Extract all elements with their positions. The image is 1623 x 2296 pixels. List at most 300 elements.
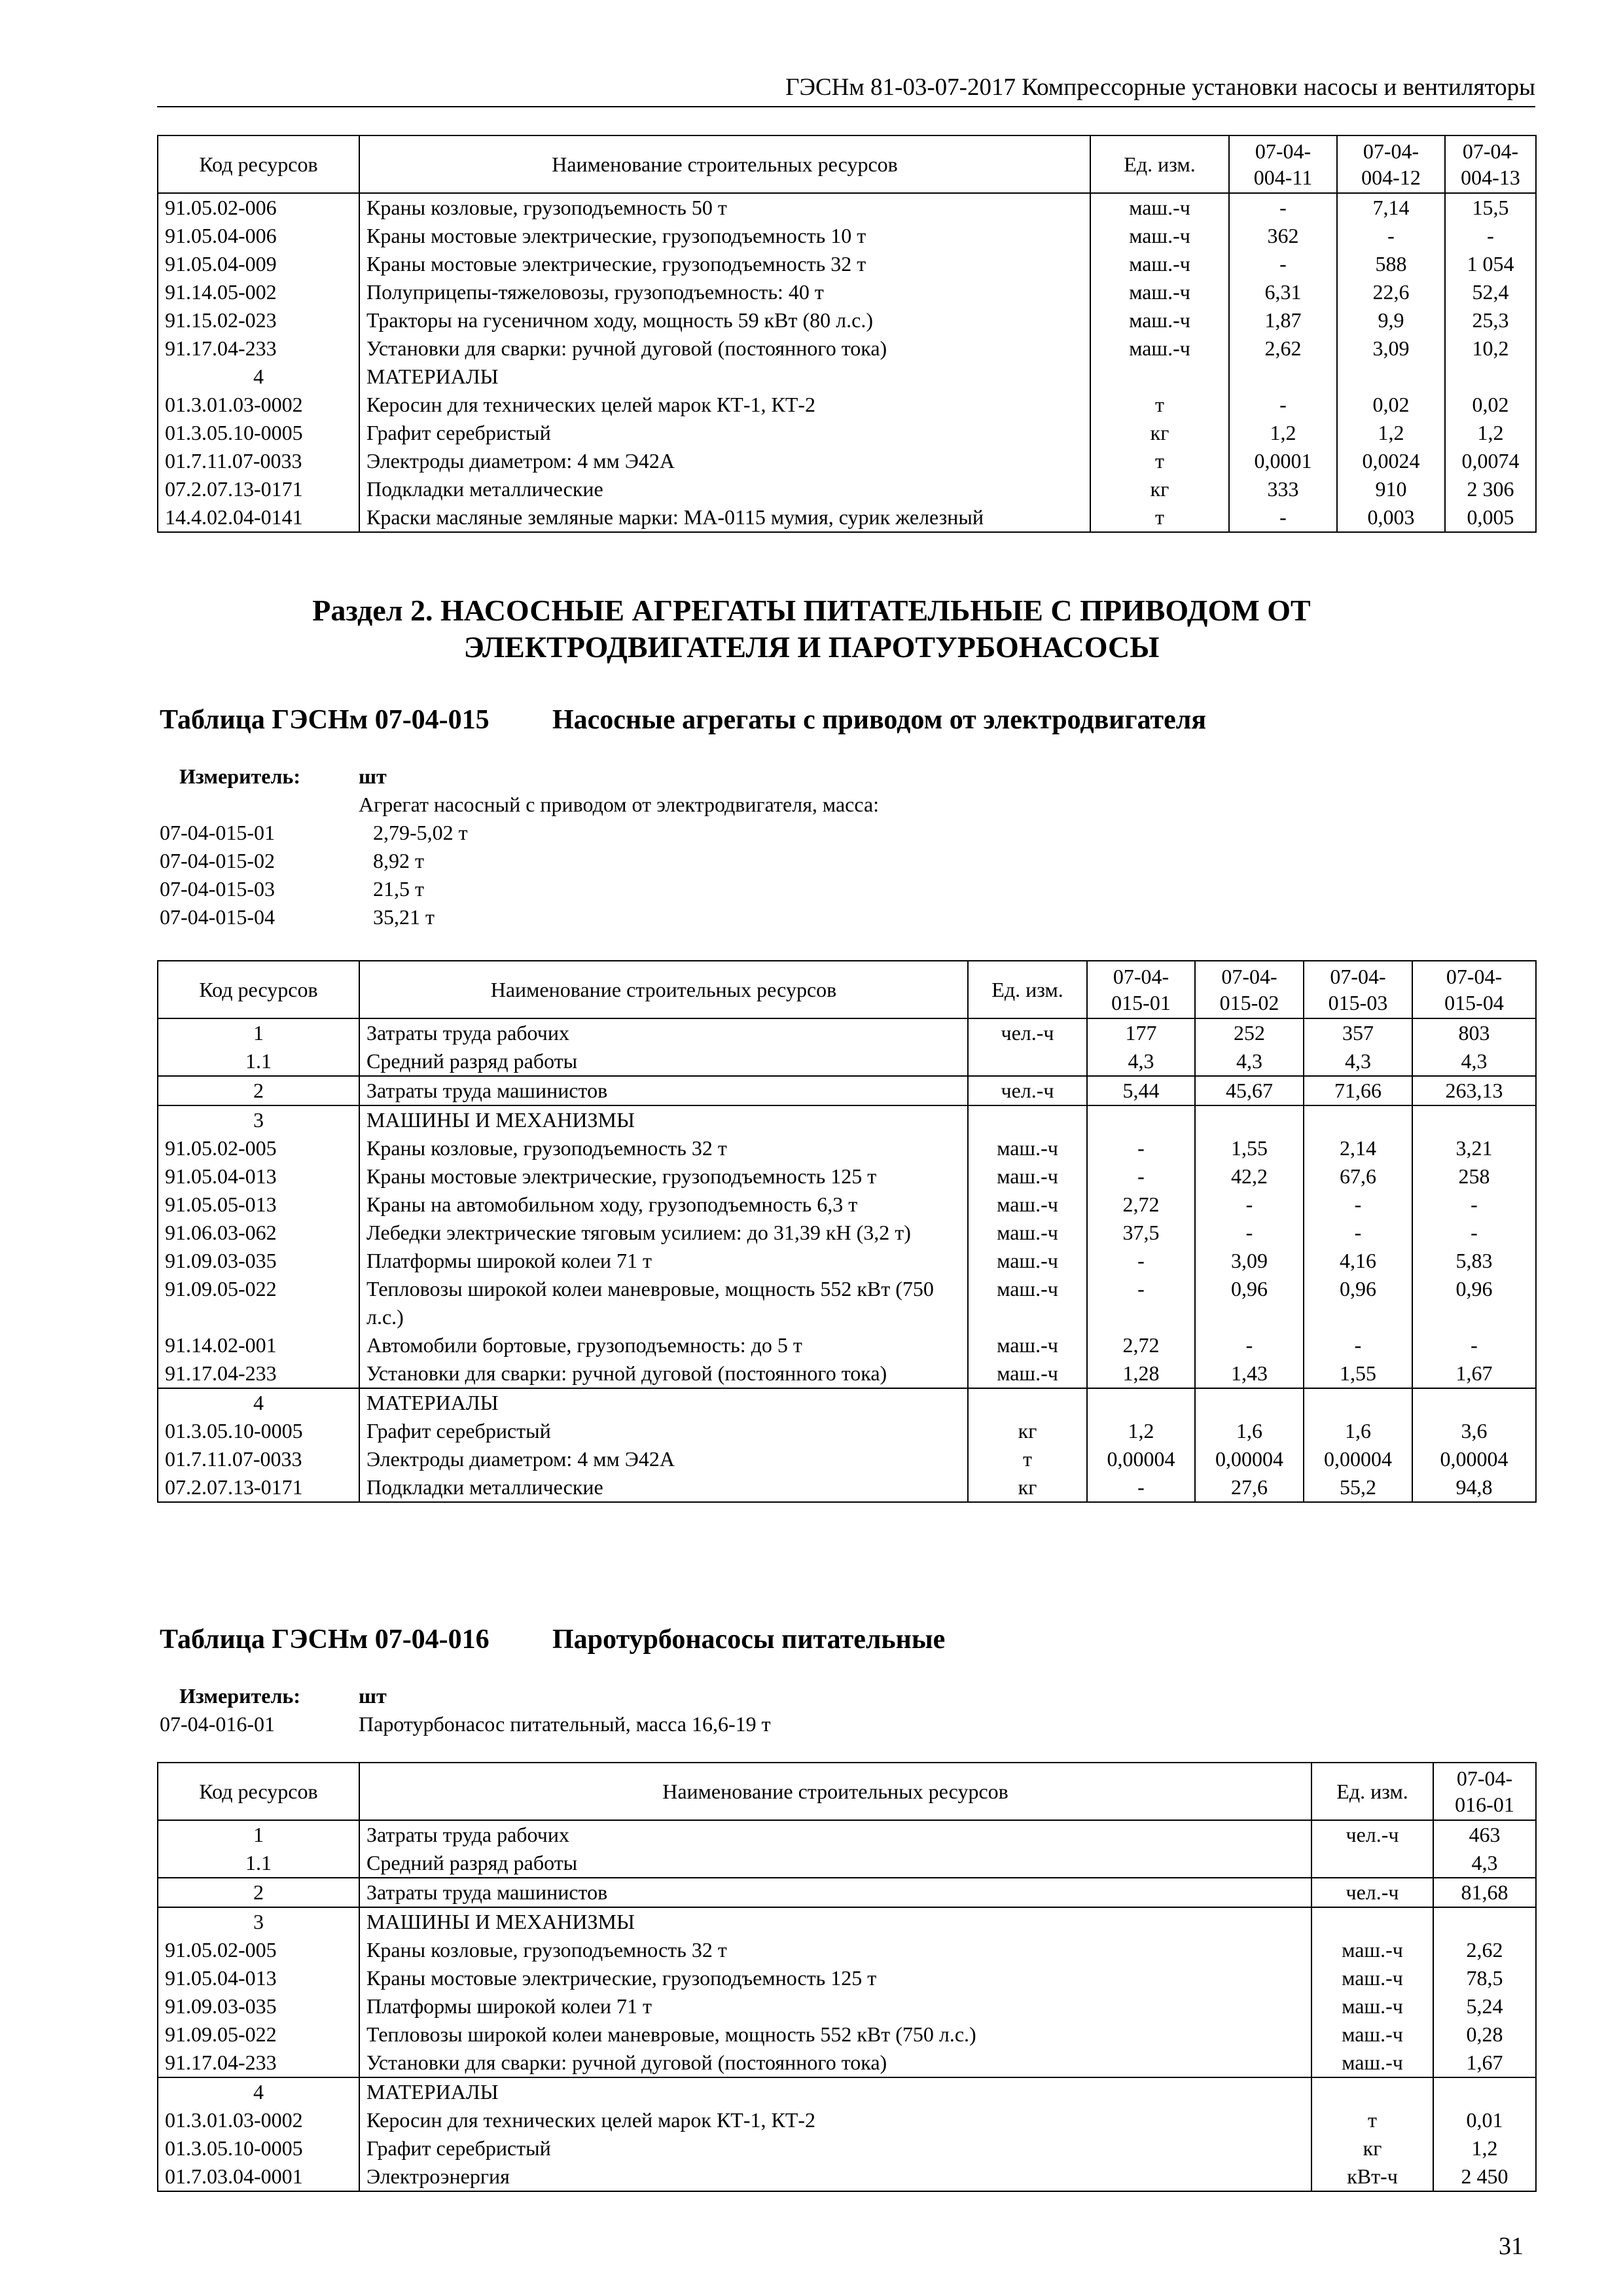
value-cell: 2,72 (1087, 1331, 1195, 1359)
table-row (158, 1018, 1536, 1047)
value-cell: - (1337, 222, 1445, 250)
value-cell: 910 (1337, 475, 1445, 503)
resource-name-cell: Керосин для технических целей марок КТ-1, КТ-2 (359, 391, 1090, 419)
value-cell: 5,83 (1412, 1247, 1536, 1275)
resource-code-cell: 4 (158, 2077, 359, 2106)
resource-name-cell: Краны мостовые электрические, грузоподъемность 125 т (359, 1964, 1311, 1992)
value-cell (1412, 1105, 1536, 1134)
resource-code-cell: 91.05.02-005 (158, 1134, 359, 1162)
column-header: 07-04- 015-03 (1304, 961, 1412, 1018)
column-header: 07-04- 016-01 (1433, 1763, 1536, 1820)
value-cell (1433, 2077, 1536, 2106)
value-cell: 15,5 (1445, 193, 1536, 222)
unit-cell: чел.-ч (968, 1076, 1087, 1105)
resource-name-cell: Лебедки электрические тяговым усилием: до 31,39 кН (3,2 т) (359, 1219, 968, 1247)
unit-cell: кг (1090, 475, 1229, 503)
section-title: Раздел 2. НАСОСНЫЕ АГРЕГАТЫ ПИТАТЕЛЬНЫЕ С ПРИВОДОМ ОТ ЭЛЕКТРОДВИГАТЕЛЯ И ПАРОТУРБОНАСОСЫ (312, 594, 1311, 664)
table-row (158, 1076, 1536, 1105)
table-row (158, 250, 1536, 278)
value-cell: 2 306 (1445, 475, 1536, 503)
resource-code-cell: 01.3.05.10-0005 (158, 2134, 359, 2162)
value-cell: 0,96 (1412, 1275, 1536, 1331)
resource-name-cell: Графит серебристый (359, 419, 1090, 447)
resource-name-cell: Тракторы на гусеничном ходу, мощность 59 кВт (80 л.с.) (359, 306, 1090, 334)
resource-code-cell: 91.09.03-035 (158, 1247, 359, 1275)
group-row (158, 2077, 1536, 2106)
table-row (158, 193, 1536, 222)
value-cell: - (1412, 1331, 1536, 1359)
unit-cell (1311, 2077, 1433, 2106)
value-cell: 71,66 (1304, 1076, 1412, 1105)
unit-cell: маш.-ч (1090, 278, 1229, 306)
value-cell (1195, 1388, 1304, 1417)
value-cell: 0,28 (1433, 2020, 1536, 2049)
resource-code-cell: 07.2.07.13-0171 (158, 1473, 359, 1502)
table-row (158, 1275, 1536, 1331)
value-cell (1229, 363, 1337, 391)
resource-code-cell: 91.14.05-002 (158, 278, 359, 306)
value-cell: 2,62 (1229, 334, 1337, 363)
unit-cell: чел.-ч (1311, 1878, 1433, 1907)
value-cell: 0,00004 (1087, 1445, 1195, 1473)
value-cell: - (1304, 1191, 1412, 1219)
resource-name-cell: Подкладки металлические (359, 475, 1090, 503)
value-cell: - (1087, 1473, 1195, 1502)
resource-code-cell: 91.09.03-035 (158, 1992, 359, 2020)
value-cell (1445, 363, 1536, 391)
value-cell: - (1195, 1191, 1304, 1219)
value-cell: 5,44 (1087, 1076, 1195, 1105)
value-cell (1087, 1105, 1195, 1134)
value-cell: 2 450 (1433, 2162, 1536, 2191)
resource-name-cell: Графит серебристый (359, 1417, 968, 1445)
value-cell: 81,68 (1433, 1878, 1536, 1907)
value-cell: 263,13 (1412, 1076, 1536, 1105)
resource-name-cell: Краны мостовые электрические, грузоподъемность 32 т (359, 250, 1090, 278)
value-cell: 4,3 (1304, 1047, 1412, 1076)
resource-table-07-04-016 (157, 1762, 1537, 2192)
resource-code-cell: 01.3.05.10-0005 (158, 1417, 359, 1445)
unit-cell: маш.-ч (1311, 2049, 1433, 2077)
group-row (158, 363, 1536, 391)
value-cell: - (1229, 503, 1337, 532)
resource-name-cell: Краски масляные земляные марки: МА-0115 мумия, сурик железный (359, 503, 1090, 532)
unit-cell: кг (968, 1473, 1087, 1502)
table-row (158, 334, 1536, 363)
unit-cell: т (1090, 391, 1229, 419)
resource-code-cell: 3 (158, 1105, 359, 1134)
value-cell: 1,87 (1229, 306, 1337, 334)
column-header: 07-04- 004-11 (1229, 135, 1337, 193)
unit-cell: маш.-ч (1311, 1964, 1433, 1992)
value-cell: 0,0074 (1445, 447, 1536, 475)
value-cell: - (1229, 250, 1337, 278)
resource-name-cell: Краны мостовые электрические, грузоподъемность 10 т (359, 222, 1090, 250)
resource-code-cell: 2 (158, 1878, 359, 1907)
unit-cell: кг (968, 1417, 1087, 1445)
resource-code-cell: 01.7.03.04-0001 (158, 2162, 359, 2191)
resource-code-cell: 91.09.05-022 (158, 1275, 359, 1331)
value-cell: 1,6 (1195, 1417, 1304, 1445)
resource-name-cell: Установки для сварки: ручной дуговой (постоянного тока) (359, 1359, 968, 1388)
value-cell: 37,5 (1087, 1219, 1195, 1247)
resource-name-cell: МАШИНЫ И МЕХАНИЗМЫ (359, 1105, 968, 1134)
value-cell: - (1195, 1219, 1304, 1247)
resource-name-cell: Затраты труда рабочих (359, 1820, 1311, 1849)
column-header: 07-04- 015-02 (1195, 961, 1304, 1018)
resource-name-cell: Установки для сварки: ручной дуговой (постоянного тока) (359, 2049, 1311, 2077)
group-row (158, 1388, 1536, 1417)
value-cell (1087, 1388, 1195, 1417)
column-header: 07-04- 015-04 (1412, 961, 1536, 1018)
resource-name-cell: МАТЕРИАЛЫ (359, 363, 1090, 391)
value-cell: 2,14 (1304, 1134, 1412, 1162)
resource-name-cell: Платформы широкой колеи 71 т (359, 1247, 968, 1275)
resource-name-cell: Установки для сварки: ручной дуговой (постоянного тока) (359, 334, 1090, 363)
unit-cell: кг (1311, 2134, 1433, 2162)
value-cell: 1,67 (1412, 1359, 1536, 1388)
value-cell: - (1087, 1247, 1195, 1275)
measure-label: Измеритель: (179, 1684, 300, 1708)
unit-cell: маш.-ч (1090, 222, 1229, 250)
resource-code-cell: 91.05.04-013 (158, 1162, 359, 1191)
table-row (158, 2020, 1536, 2049)
value-cell: 0,0001 (1229, 447, 1337, 475)
table-name-title: Насосные агрегаты с приводом от электродвигателя (552, 705, 1207, 735)
value-cell: - (1195, 1331, 1304, 1359)
table-row (158, 1878, 1536, 1907)
resource-code-cell: 3 (158, 1907, 359, 1936)
value-cell (1304, 1105, 1412, 1134)
table-row (158, 2049, 1536, 2077)
table-row (158, 447, 1536, 475)
resource-name-cell: Средний разряд работы (359, 1849, 1311, 1878)
value-cell: 1,2 (1087, 1417, 1195, 1445)
resource-name-cell: Полуприцепы-тяжеловозы, грузоподъемность: 40 т (359, 278, 1090, 306)
table-row (158, 1047, 1536, 1076)
table-row (158, 278, 1536, 306)
value-cell: 0,96 (1195, 1275, 1304, 1331)
value-cell: 7,14 (1337, 193, 1445, 222)
value-cell: 0,00004 (1412, 1445, 1536, 1473)
resource-code-cell: 4 (158, 363, 359, 391)
table-row (158, 1359, 1536, 1388)
value-cell: 252 (1195, 1018, 1304, 1047)
resource-name-cell: Затраты труда машинистов (359, 1878, 1311, 1907)
table-title-07-04-016 (160, 1623, 946, 1656)
value-cell (1433, 1907, 1536, 1936)
resource-code-cell: 14.4.02.04-0141 (158, 503, 359, 532)
table-row (158, 475, 1536, 503)
value-cell: 22,6 (1337, 278, 1445, 306)
unit-cell: маш.-ч (968, 1247, 1087, 1275)
table-name-title: Паротурбонасосы питательные (552, 1624, 946, 1655)
unit-cell: т (1090, 503, 1229, 532)
resource-name-cell: МАШИНЫ И МЕХАНИЗМЫ (359, 1907, 1311, 1936)
unit-cell (1311, 1849, 1433, 1878)
resource-code-cell: 91.17.04-233 (158, 2049, 359, 2077)
value-cell: 3,6 (1412, 1417, 1536, 1445)
resource-name-cell: Краны козловые, грузоподъемность 32 т (359, 1936, 1311, 1964)
value-cell: 3,09 (1337, 334, 1445, 363)
value-cell: 4,16 (1304, 1247, 1412, 1275)
unit-cell: маш.-ч (1311, 1936, 1433, 1964)
table-row (158, 306, 1536, 334)
value-cell (1195, 1105, 1304, 1134)
value-cell: 94,8 (1412, 1473, 1536, 1502)
resource-code-cell: 91.05.04-013 (158, 1964, 359, 1992)
value-cell: 1,43 (1195, 1359, 1304, 1388)
value-cell: 1,28 (1087, 1359, 1195, 1388)
resource-name-cell: МАТЕРИАЛЫ (359, 2077, 1311, 2106)
resource-name-cell: Краны козловые, грузоподъемность 50 т (359, 193, 1090, 222)
resource-name-cell: Электроэнергия (359, 2162, 1311, 2191)
table-row (158, 1417, 1536, 1445)
value-cell: 25,3 (1445, 306, 1536, 334)
resource-name-cell: Затраты труда машинистов (359, 1076, 968, 1105)
value-cell: 0,01 (1433, 2106, 1536, 2134)
table-code-title: Таблица ГЭСНм 07-04-015 (160, 705, 490, 735)
value-cell (1337, 363, 1445, 391)
resource-name-cell: Средний разряд работы (359, 1047, 968, 1076)
measure-value: шт (359, 1684, 387, 1708)
resource-name-cell: Автомобили бортовые, грузоподъемность: до 5 т (359, 1331, 968, 1359)
value-cell: 1,6 (1304, 1417, 1412, 1445)
table-row (158, 2106, 1536, 2134)
table-row (158, 1247, 1536, 1275)
value-cell: 463 (1433, 1820, 1536, 1849)
resource-code-cell: 91.05.04-009 (158, 250, 359, 278)
value-cell: - (1445, 222, 1536, 250)
resource-name-cell: Электроды диаметром: 4 мм Э42А (359, 447, 1090, 475)
value-cell: 27,6 (1195, 1473, 1304, 1502)
value-cell: 52,4 (1445, 278, 1536, 306)
resource-code-cell: 1 (158, 1018, 359, 1047)
resource-code-cell: 91.05.02-006 (158, 193, 359, 222)
unit-cell: маш.-ч (968, 1219, 1087, 1247)
value-cell: 357 (1304, 1018, 1412, 1047)
unit-cell: маш.-ч (1311, 2020, 1433, 2049)
resource-name-cell: Платформы широкой колеи 71 т (359, 1992, 1311, 2020)
value-cell: 67,6 (1304, 1162, 1412, 1191)
resource-name-cell: МАТЕРИАЛЫ (359, 1388, 968, 1417)
unit-cell: кг (1090, 419, 1229, 447)
resource-code-cell: 2 (158, 1076, 359, 1105)
unit-cell (1311, 1907, 1433, 1936)
unit-cell: маш.-ч (1090, 193, 1229, 222)
resource-name-cell: Краны на автомобильном ходу, грузоподъемность 6,3 т (359, 1191, 968, 1219)
resource-name-cell: Краны мостовые электрические, грузоподъемность 125 т (359, 1162, 968, 1191)
value-cell: 4,3 (1412, 1047, 1536, 1076)
value-cell: - (1229, 391, 1337, 419)
table-row (158, 1849, 1536, 1878)
resource-code-cell: 1.1 (158, 1047, 359, 1076)
table-row (158, 1820, 1536, 1849)
resource-code-cell: 91.15.02-023 (158, 306, 359, 334)
value-cell: 0,02 (1337, 391, 1445, 419)
table-row (158, 1964, 1536, 1992)
resource-name-cell: Тепловозы широкой колеи маневровые, мощность 552 кВт (750 л.с.) (359, 2020, 1311, 2049)
resource-code-cell: 01.3.05.10-0005 (158, 419, 359, 447)
value-cell: 2,72 (1087, 1191, 1195, 1219)
unit-cell (968, 1047, 1087, 1076)
column-header: 07-04- 004-13 (1445, 135, 1536, 193)
resource-code-cell: 01.3.01.03-0002 (158, 2106, 359, 2134)
page-number: 31 (1499, 2233, 1524, 2260)
column-header: Ед. изм. (968, 961, 1087, 1018)
value-cell: 0,00004 (1304, 1445, 1412, 1473)
unit-cell: чел.-ч (968, 1018, 1087, 1047)
unit-cell (968, 1105, 1087, 1134)
value-cell: 1,55 (1304, 1359, 1412, 1388)
column-header: Наименование строительных ресурсов (359, 135, 1090, 193)
value-cell: 3,21 (1412, 1134, 1536, 1162)
value-cell: - (1087, 1134, 1195, 1162)
column-header: Наименование строительных ресурсов (359, 1763, 1311, 1820)
resource-code-cell: 4 (158, 1388, 359, 1417)
resource-name-cell: Электроды диаметром: 4 мм Э42А (359, 1445, 968, 1473)
value-cell: 0,0024 (1337, 447, 1445, 475)
resource-code-cell: 1.1 (158, 1849, 359, 1878)
table-code-title: Таблица ГЭСНм 07-04-016 (160, 1624, 490, 1655)
column-header: Код ресурсов (158, 135, 359, 193)
unit-cell: маш.-ч (968, 1134, 1087, 1162)
resource-name-cell: Керосин для технических целей марок КТ-1, КТ-2 (359, 2106, 1311, 2134)
value-cell: 362 (1229, 222, 1337, 250)
value-cell: - (1087, 1275, 1195, 1331)
header-rule (157, 106, 1535, 107)
resource-table-07-04-004 (157, 135, 1537, 533)
table-row (158, 1134, 1536, 1162)
resource-name-cell: Краны козловые, грузоподъемность 32 т (359, 1134, 968, 1162)
resource-code-cell: 91.09.05-022 (158, 2020, 359, 2049)
value-cell: 78,5 (1433, 1964, 1536, 1992)
unit-cell: т (1311, 2106, 1433, 2134)
value-cell: - (1087, 1162, 1195, 1191)
column-header: 07-04- 004-12 (1337, 135, 1445, 193)
value-cell: 0,003 (1337, 503, 1445, 532)
value-cell: 45,67 (1195, 1076, 1304, 1105)
unit-cell: маш.-ч (1090, 334, 1229, 363)
column-header: Ед. изм. (1090, 135, 1229, 193)
value-cell: - (1304, 1331, 1412, 1359)
table-row (158, 2162, 1536, 2191)
group-row (158, 1907, 1536, 1936)
measure-value: шт (359, 764, 387, 788)
resource-code-cell: 01.7.11.07-0033 (158, 1445, 359, 1473)
value-cell: 1,55 (1195, 1134, 1304, 1162)
value-cell (1304, 1388, 1412, 1417)
value-cell: 4,3 (1433, 1849, 1536, 1878)
value-cell: 9,9 (1337, 306, 1445, 334)
unit-cell: маш.-ч (968, 1162, 1087, 1191)
value-cell (1412, 1388, 1536, 1417)
value-cell: 1 054 (1445, 250, 1536, 278)
value-cell: 258 (1412, 1162, 1536, 1191)
table-row (158, 1219, 1536, 1247)
resource-code-cell: 91.05.02-005 (158, 1936, 359, 1964)
table-row (158, 1191, 1536, 1219)
resource-code-cell: 1 (158, 1820, 359, 1849)
value-cell: 333 (1229, 475, 1337, 503)
value-cell: 803 (1412, 1018, 1536, 1047)
value-cell: 0,96 (1304, 1275, 1412, 1331)
value-cell: 3,09 (1195, 1247, 1304, 1275)
value-cell: 0,00004 (1195, 1445, 1304, 1473)
value-cell: 0,005 (1445, 503, 1536, 532)
value-cell: 10,2 (1445, 334, 1536, 363)
resource-code-cell: 91.14.02-001 (158, 1331, 359, 1359)
table-row (158, 1992, 1536, 2020)
resource-code-cell: 91.05.04-006 (158, 222, 359, 250)
column-header: 07-04- 015-01 (1087, 961, 1195, 1018)
value-cell: - (1412, 1219, 1536, 1247)
value-cell: 1,67 (1433, 2049, 1536, 2077)
resource-table-07-04-015 (157, 960, 1537, 1503)
table-row (158, 503, 1536, 532)
resource-code-cell: 91.05.05-013 (158, 1191, 359, 1219)
table-row (158, 2134, 1536, 2162)
table-row (158, 1162, 1536, 1191)
unit-cell: кВт-ч (1311, 2162, 1433, 2191)
resource-code-cell: 91.17.04-233 (158, 1359, 359, 1388)
unit-cell: маш.-ч (1090, 306, 1229, 334)
value-cell: 588 (1337, 250, 1445, 278)
measure-label: Измеритель: (179, 764, 300, 788)
unit-cell (968, 1388, 1087, 1417)
value-cell: - (1304, 1219, 1412, 1247)
value-cell: 2,62 (1433, 1936, 1536, 1964)
unit-cell (1090, 363, 1229, 391)
value-cell: 42,2 (1195, 1162, 1304, 1191)
table-row (158, 1473, 1536, 1502)
value-cell: 1,2 (1229, 419, 1337, 447)
value-cell: 177 (1087, 1018, 1195, 1047)
group-row (158, 1105, 1536, 1134)
resource-code-cell: 01.7.11.07-0033 (158, 447, 359, 475)
unit-cell: т (968, 1445, 1087, 1473)
column-header: Код ресурсов (158, 961, 359, 1018)
resource-name-cell: Графит серебристый (359, 2134, 1311, 2162)
resource-code-cell: 07.2.07.13-0171 (158, 475, 359, 503)
unit-cell: маш.-ч (1311, 1992, 1433, 2020)
column-header: Наименование строительных ресурсов (359, 961, 968, 1018)
value-cell: 1,2 (1433, 2134, 1536, 2162)
table-header-row (158, 135, 1536, 193)
value-cell: - (1412, 1191, 1536, 1219)
table-title-07-04-015 (160, 704, 1207, 736)
resource-name-cell: Тепловозы широкой колеи маневровые, мощность 552 кВт (750 л.с.) (359, 1275, 968, 1331)
value-cell: 0,02 (1445, 391, 1536, 419)
table-header-row (158, 1763, 1536, 1820)
unit-cell: маш.-ч (968, 1275, 1087, 1331)
unit-cell: чел.-ч (1311, 1820, 1433, 1849)
running-header: ГЭСНм 81-03-07-2017 Компрессорные установки насосы и вентиляторы (785, 74, 1535, 101)
value-cell: 4,3 (1087, 1047, 1195, 1076)
value-cell: 5,24 (1433, 1992, 1536, 2020)
value-cell: 4,3 (1195, 1047, 1304, 1076)
unit-cell: маш.-ч (968, 1359, 1087, 1388)
value-cell: 55,2 (1304, 1473, 1412, 1502)
column-header: Ед. изм. (1311, 1763, 1433, 1820)
resource-code-cell: 91.17.04-233 (158, 334, 359, 363)
unit-cell: маш.-ч (968, 1331, 1087, 1359)
table-row (158, 391, 1536, 419)
value-cell: - (1229, 193, 1337, 222)
table-row (158, 1936, 1536, 1964)
table-row (158, 1445, 1536, 1473)
value-cell: 6,31 (1229, 278, 1337, 306)
